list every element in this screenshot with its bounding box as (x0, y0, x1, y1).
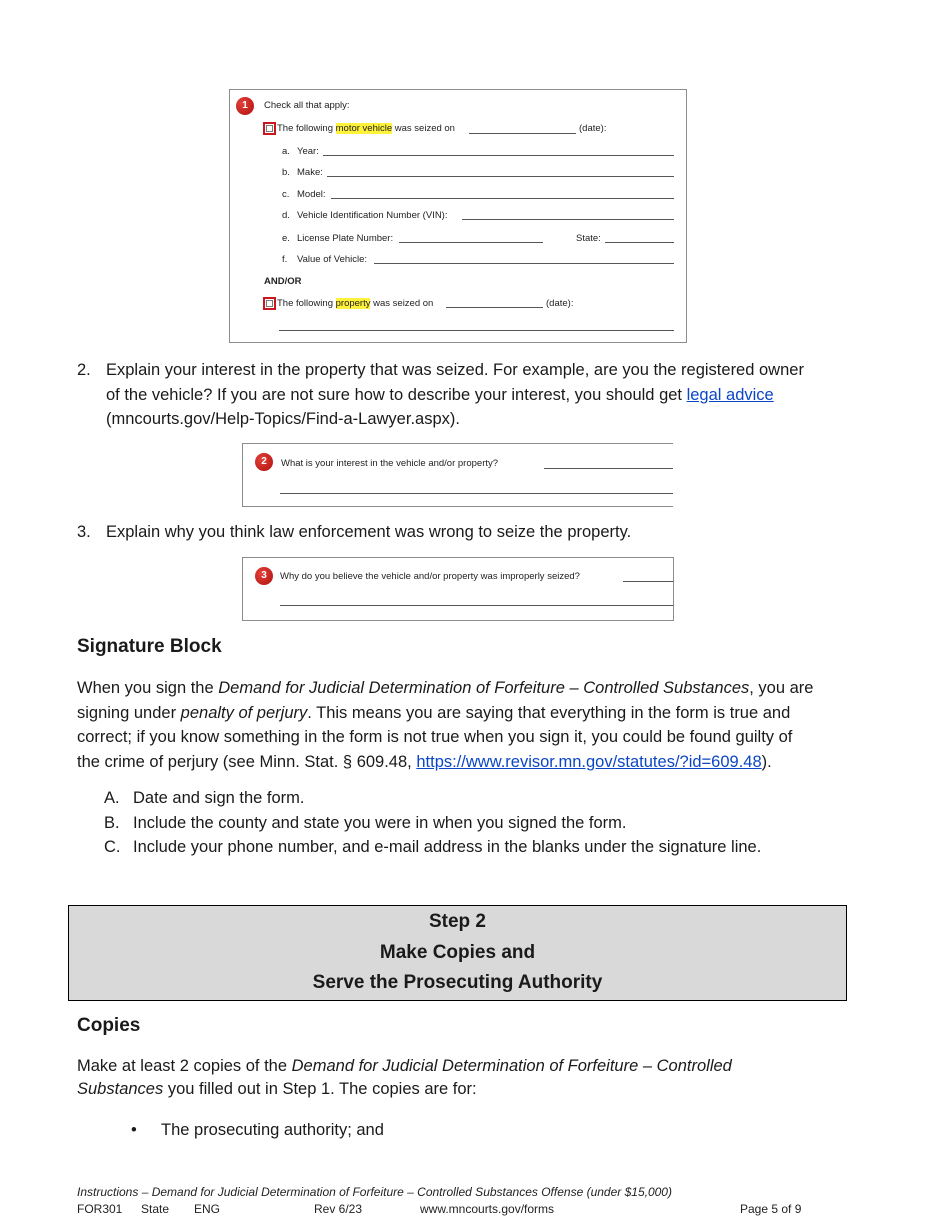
step-number-badge: 2 (255, 453, 273, 471)
form-excerpt-figure-2 (242, 443, 673, 507)
step-number-badge: 1 (236, 97, 254, 115)
signature-list (104, 786, 761, 860)
year-field[interactable] (323, 155, 674, 156)
vehicle-value-label: Value of Vehicle: (297, 254, 368, 265)
make-label: Make: (297, 167, 323, 178)
license-plate-field[interactable] (399, 242, 543, 243)
vehicle-value-field[interactable] (374, 263, 674, 264)
date-label: (date): (579, 123, 607, 134)
revisor-statute-link[interactable]: https://www.revisor.mn.gov/statutes/?id=609.48 (416, 752, 762, 771)
item-letter: f. (282, 254, 288, 265)
property-date-line[interactable] (446, 307, 543, 308)
step-2-subtitle: Make Copies and (379, 941, 536, 963)
item-letter: b. (282, 167, 290, 178)
signature-block-heading: Signature Block (77, 636, 222, 657)
signature-paragraph: When you sign the Demand for Judicial Determination of Forfeiture – Controlled Substances, you are signing under penalty of perjury. This means you are saying that everything in the form is true and correct; if you know something in the form is not true when you sign it, you could be found guilty of the crime of perjury (see Minn. Stat. § 609.48, https://www.revisor.mn.gov/statutes/?id=609.48). (77, 679, 814, 771)
form-excerpt-figure-1 (229, 89, 687, 343)
form-code: FOR301 (77, 1202, 123, 1216)
interest-answer-line-2[interactable] (280, 493, 673, 494)
state-label: State: (576, 233, 601, 244)
and-or-label: AND/OR (264, 276, 302, 287)
seizure-wrong-instructions: Explain why you think law enforcement was wrong to seize the property. (106, 523, 632, 541)
model-field[interactable] (331, 198, 674, 199)
interest-question: What is your interest in the vehicle and/or property? (281, 458, 499, 469)
step-2-subtitle: Serve the Prosecuting Authority (312, 972, 603, 993)
copies-paragraph: Make at least 2 copies of the Demand for Judicial Determination of Forfeiture – Controlled Substances you filled out in Step 1. The copies are for: (77, 1057, 732, 1098)
footer-state: State (141, 1202, 170, 1216)
footer-title: Instructions – Demand for Judicial Determination of Forfeiture – Controlled Substances Offense (under $15,000) (77, 1185, 672, 1199)
legal-advice-link[interactable]: legal advice (686, 385, 774, 404)
footer-revision: Rev 6/23 (314, 1202, 363, 1216)
state-field[interactable] (605, 242, 674, 243)
item-letter: e. (282, 233, 290, 244)
vin-label: Vehicle Identification Number (VIN): (297, 210, 448, 221)
bullet-icon: • (131, 1121, 137, 1139)
seizure-answer-line-1[interactable] (623, 581, 673, 582)
year-label: Year: (297, 146, 319, 157)
copies-heading: Copies (77, 1015, 141, 1036)
interest-answer-line-1[interactable] (544, 468, 673, 469)
step-2-title: Step 2 (428, 911, 487, 932)
item-number: 2. (77, 361, 91, 379)
item-number: 3. (77, 523, 91, 541)
property-description-line[interactable] (279, 330, 674, 331)
list-item: B. Include the county and state you were in when you signed the form. (104, 813, 627, 832)
page-number: Page 5 of 9 (740, 1202, 802, 1216)
property-label: The following property was seized on (277, 298, 434, 309)
footer-language: ENG (194, 1202, 221, 1216)
date-label: (date): (546, 298, 574, 309)
list-item: The prosecuting authority; and (161, 1121, 384, 1139)
form-excerpt-figure-3 (242, 557, 674, 621)
interest-instructions: Explain your interest in the property that was seized. For example, are you the registered owner of the vehicle? If you are not sure how to describe your interest, you should get legal advice (mncourts.gov/Help-Topics/Find-a-Lawyer.aspx). (106, 361, 804, 428)
list-item: C. Include your phone number, and e-mail address in the blanks under the signature line. (104, 838, 762, 856)
make-field[interactable] (327, 176, 674, 177)
vin-field[interactable] (462, 219, 674, 220)
license-plate-label: License Plate Number: (297, 233, 394, 244)
vehicle-date-line[interactable] (469, 133, 576, 134)
item-letter: a. (282, 146, 290, 157)
seizure-answer-line-2[interactable] (280, 605, 673, 606)
item-letter: d. (282, 210, 290, 221)
footer-url: www.mncourts.gov/forms (420, 1202, 555, 1216)
list-item: A. Date and sign the form. (104, 789, 305, 807)
property-checkbox[interactable] (263, 297, 276, 310)
motor-vehicle-checkbox[interactable] (263, 122, 276, 135)
check-all-label: Check all that apply: (264, 100, 350, 111)
model-label: Model: (297, 189, 326, 200)
item-letter: c. (282, 189, 290, 200)
step-number-badge: 3 (255, 567, 273, 585)
step-2-banner (68, 905, 847, 1001)
motor-vehicle-label: The following motor vehicle was seized on (277, 123, 455, 134)
improper-seizure-question: Why do you believe the vehicle and/or property was improperly seized? (280, 571, 580, 582)
